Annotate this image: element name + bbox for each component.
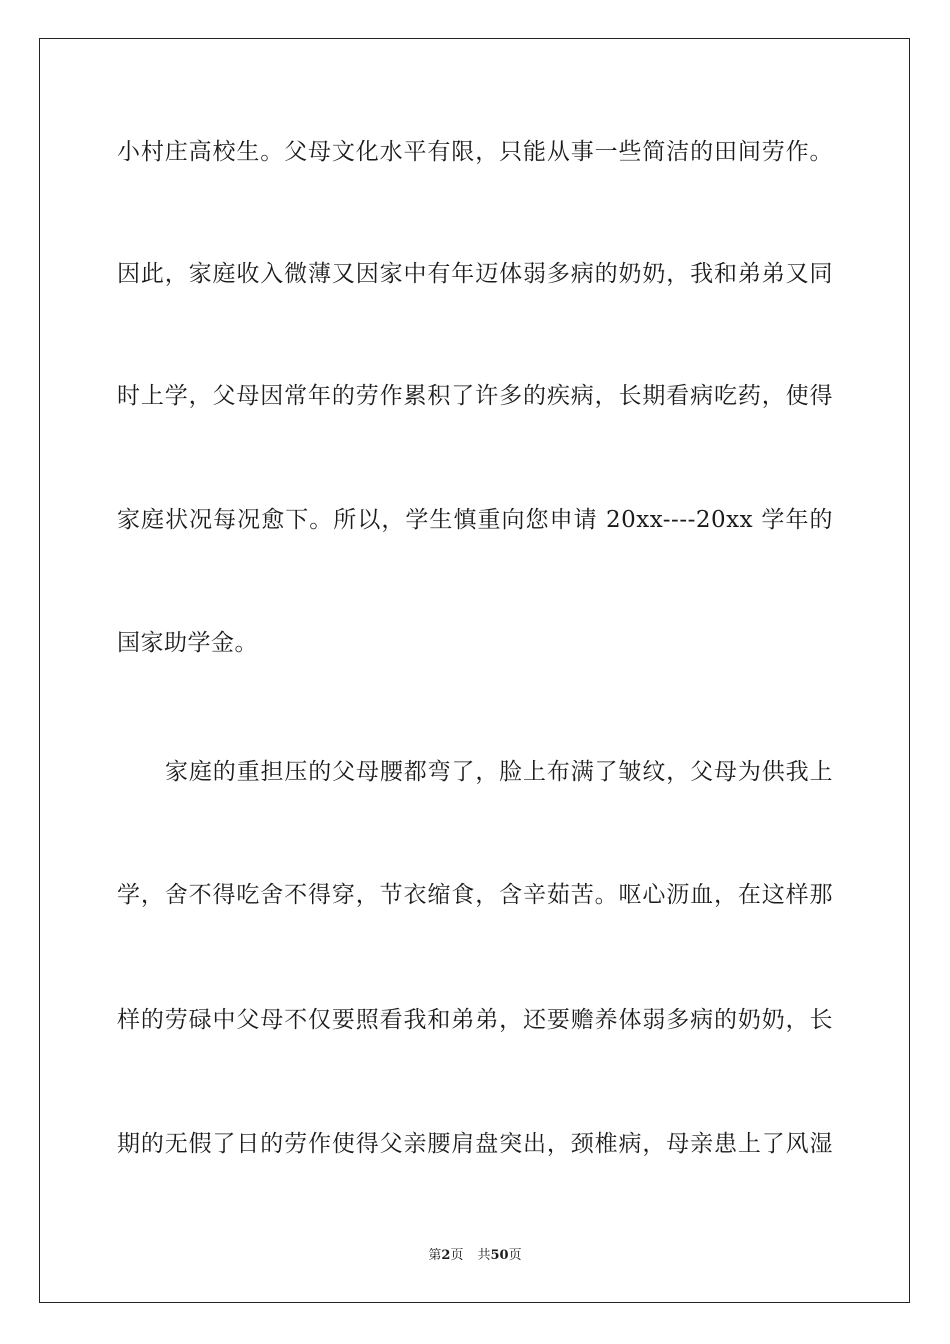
page-footer	[0, 1247, 950, 1265]
page-suffix: 页	[450, 1248, 464, 1263]
body-line-8: 样的劳碌中父母不仅要照看我和弟弟，还要赡养体弱多病的奶奶，长	[117, 1007, 833, 1033]
body-line-7: 学，舍不得吃舍不得穿，节衣缩食，含辛茹苦。呕心沥血，在这样那	[117, 882, 833, 908]
page-number: 2	[441, 1248, 451, 1263]
body-line-4: 家庭状况每况愈下。所以，学生慎重向您申请 20xx----20xx 学年的	[117, 507, 833, 533]
total-prefix: 共	[477, 1248, 491, 1263]
page-border	[39, 38, 910, 1303]
body-line-3: 时上学，父母因常年的劳作累积了许多的疾病，长期看病吃药，使得	[117, 383, 833, 409]
body-line-1: 小村庄高校生。父母文化水平有限，只能从事一些简洁的田间劳作。	[117, 139, 833, 165]
total-suffix: 页	[508, 1248, 522, 1263]
body-line-9: 期的无假了日的劳作使得父亲腰肩盘突出，颈椎病，母亲患上了风湿	[117, 1131, 833, 1157]
total-pages: 50	[490, 1248, 509, 1263]
body-line-6: 家庭的重担压的父母腰都弯了，脸上布满了皱纹，父母为供我上	[165, 759, 833, 785]
body-line-5: 国家助学金。	[117, 630, 258, 656]
page-prefix: 第	[428, 1248, 442, 1263]
body-line-2: 因此，家庭收入微薄又因家中有年迈体弱多病的奶奶，我和弟弟又同	[117, 261, 833, 287]
